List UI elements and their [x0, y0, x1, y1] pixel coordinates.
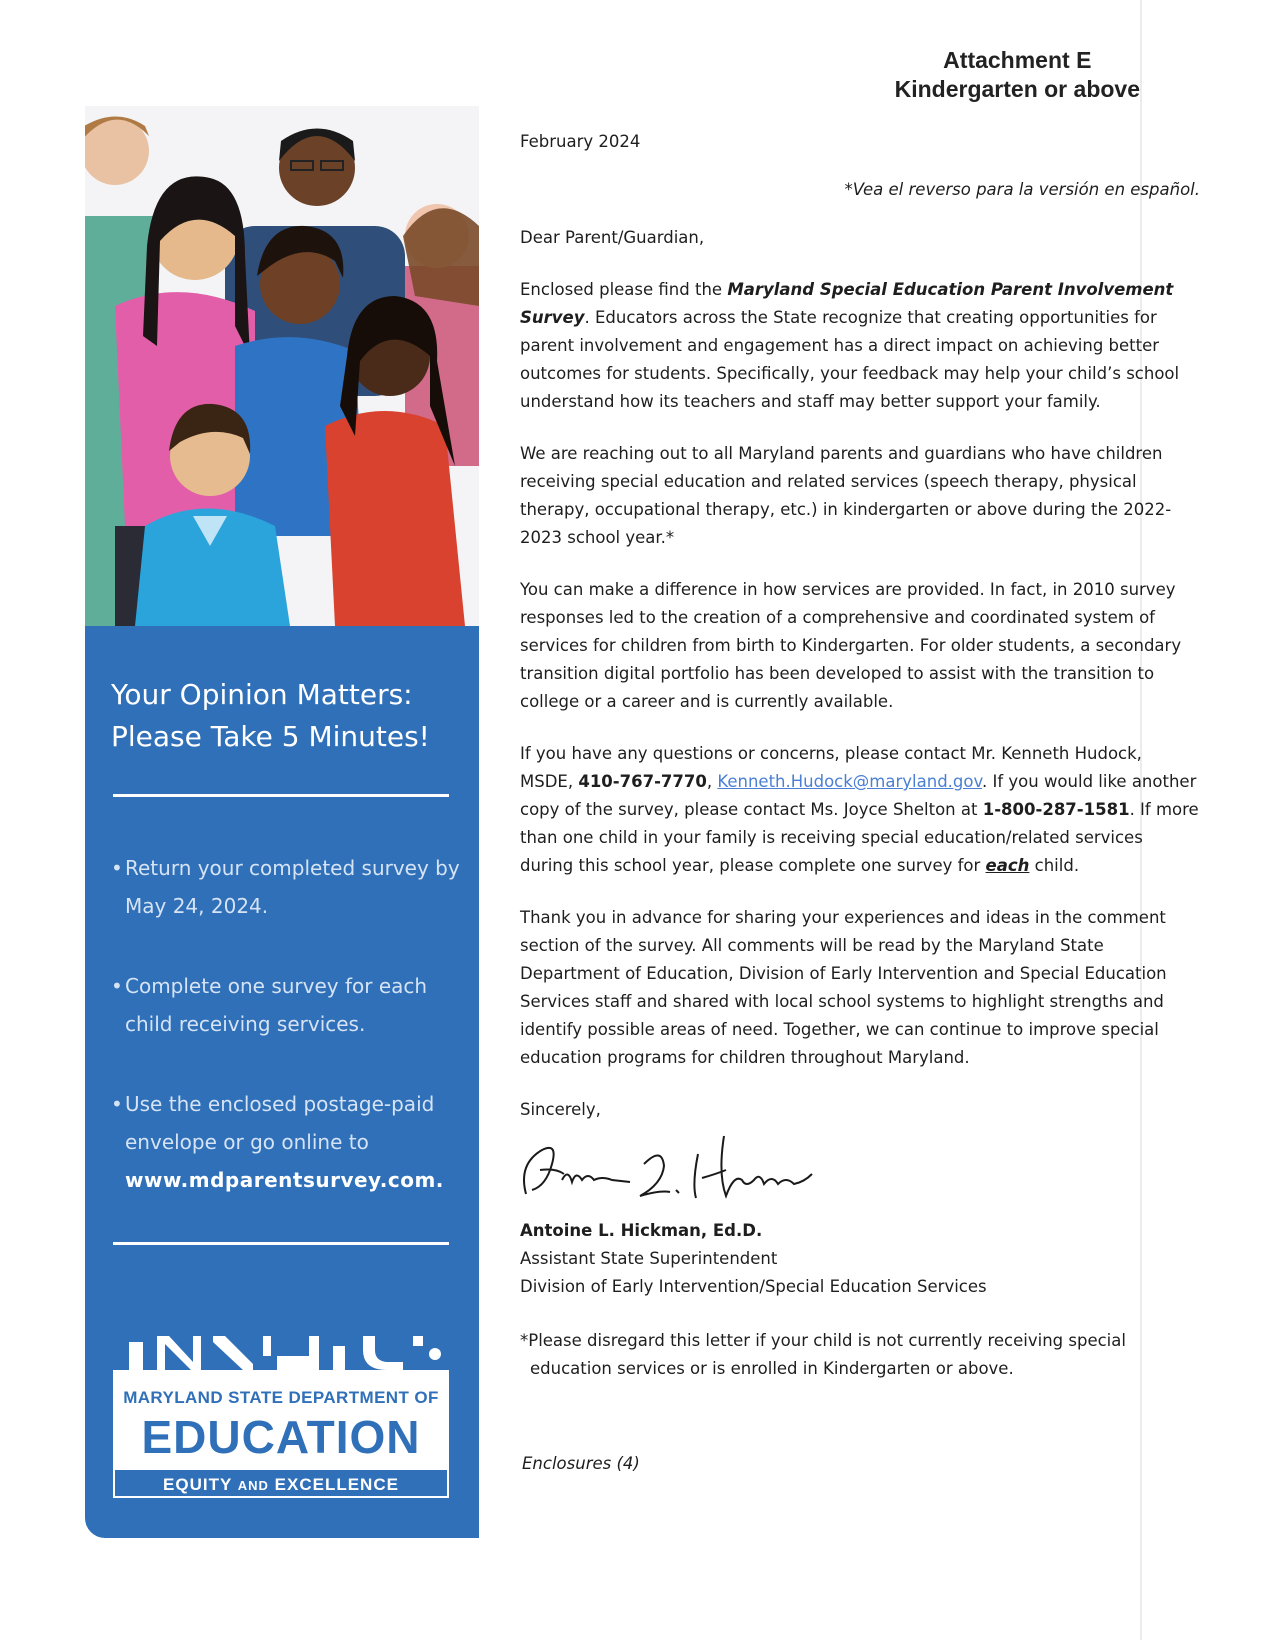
bullet-dot-icon: • [111, 1092, 123, 1116]
msde-logo-tagline: EQUITY AND EXCELLENCE [113, 1468, 449, 1498]
spanish-version-note: *Vea el reverso para la versión en español. [844, 180, 1200, 199]
contact-phone-hudock: 410-767-7770 [578, 772, 707, 791]
panel-heading-line1: Your Opinion Matters: [111, 678, 413, 711]
letter-date: February 2024 [520, 132, 641, 151]
disregard-note: *Please disregard this letter if your child is not currently receiving special education services or is enrolled in Kindergarten or above. [520, 1331, 1126, 1378]
signer-division: Division of Early Intervention/Special Education Services [520, 1277, 987, 1296]
attachment-label: Attachment E [943, 47, 1092, 73]
panel-divider-bottom [113, 1242, 449, 1245]
panel-heading [111, 674, 461, 758]
panel-heading-line2: Please Take 5 Minutes! [111, 720, 430, 753]
list-item: • Complete one survey for each child receiving services. [111, 967, 461, 1043]
msde-logo-mark [113, 1336, 449, 1370]
handwritten-signature [512, 1124, 822, 1208]
letter-body [520, 128, 1200, 1407]
each-emphasis: each [985, 856, 1030, 875]
msde-logo [113, 1336, 449, 1498]
list-item: • Return your completed survey by May 24, 2024. [111, 849, 461, 925]
panel-bullet-list [111, 849, 461, 1241]
paragraph-survey-intro: Enclosed please find the Maryland Special Education Parent Involvement Survey. Educators across the State recognize that creating opportunities for parent involvement and engagement has a direct impact on achieving better outcomes for students. Specifically, your feedback may help your child’s school understand how its teachers and staff may better support your family. [520, 280, 1180, 411]
paragraph-contact: If you have any questions or concerns, please contact Mr. Kenneth Hudock, MSDE, 410-767-7770, Kenneth.Hudock@maryland.gov. If you would like another copy of the survey, please contact Ms. Joyce Shelton at 1-800-287-1581. If more than one child in your family is receiving special education/related services during this school year, please complete one survey for each child. [520, 744, 1199, 875]
survey-title: Maryland Special Education Parent Involvement Survey [520, 280, 1174, 327]
attachment-header [895, 46, 1140, 104]
paragraph-thanks: Thank you in advance for sharing your experiences and ideas in the comment section of the survey. All comments will be read by the Maryland State Department of Education, Division of Early Intervention and Special Education Services staff and shared with local school systems to highlight strengths and identify possible areas of need. Together, we can continue to improve special education programs for children throughout Maryland. [520, 908, 1167, 1067]
paragraph-impact: You can make a difference in how services are provided. In fact, in 2010 survey responses led to the creation of a comprehensive and coordinated system of services for children from birth to Kindergarten. For older students, a secondary transition digital portfolio has been developed to assist with the transition to college or a career and is currently available. [520, 580, 1182, 711]
signer-title: Assistant State Superintendent [520, 1249, 778, 1268]
children-group-photo [85, 106, 479, 626]
bullet-dot-icon: • [111, 974, 123, 998]
survey-flyer-panel [85, 106, 479, 1538]
list-item: • Use the enclosed postage-paid envelope or go online to www.mdparentsurvey.com. [111, 1085, 461, 1199]
panel-divider-top [113, 794, 449, 797]
contact-phone-shelton: 1-800-287-1581 [982, 800, 1130, 819]
msde-logo-subtitle: MARYLAND STATE DEPARTMENT OF [123, 1388, 439, 1407]
bullet-dot-icon: • [111, 856, 123, 880]
salutation: Dear Parent/Guardian, [520, 228, 705, 247]
msde-logo-title: EDUCATION [141, 1411, 421, 1463]
survey-website-link[interactable]: www.mdparentsurvey.com. [125, 1168, 444, 1192]
contact-email-link[interactable]: Kenneth.Hudock@maryland.gov [717, 772, 982, 791]
enclosures-note: Enclosures (4) [522, 1454, 640, 1473]
attachment-level: Kindergarten or above [894, 76, 1140, 102]
signature-block [520, 1096, 1200, 1301]
signer-name: Antoine L. Hickman, Ed.D. [520, 1221, 763, 1240]
closing: Sincerely, [520, 1100, 601, 1119]
paragraph-eligibility: We are reaching out to all Maryland parents and guardians who have children receiving special education and related services (speech therapy, physical therapy, occupational therapy, etc.) in kindergarten or above during the 2022-2023 school year.* [520, 444, 1172, 547]
